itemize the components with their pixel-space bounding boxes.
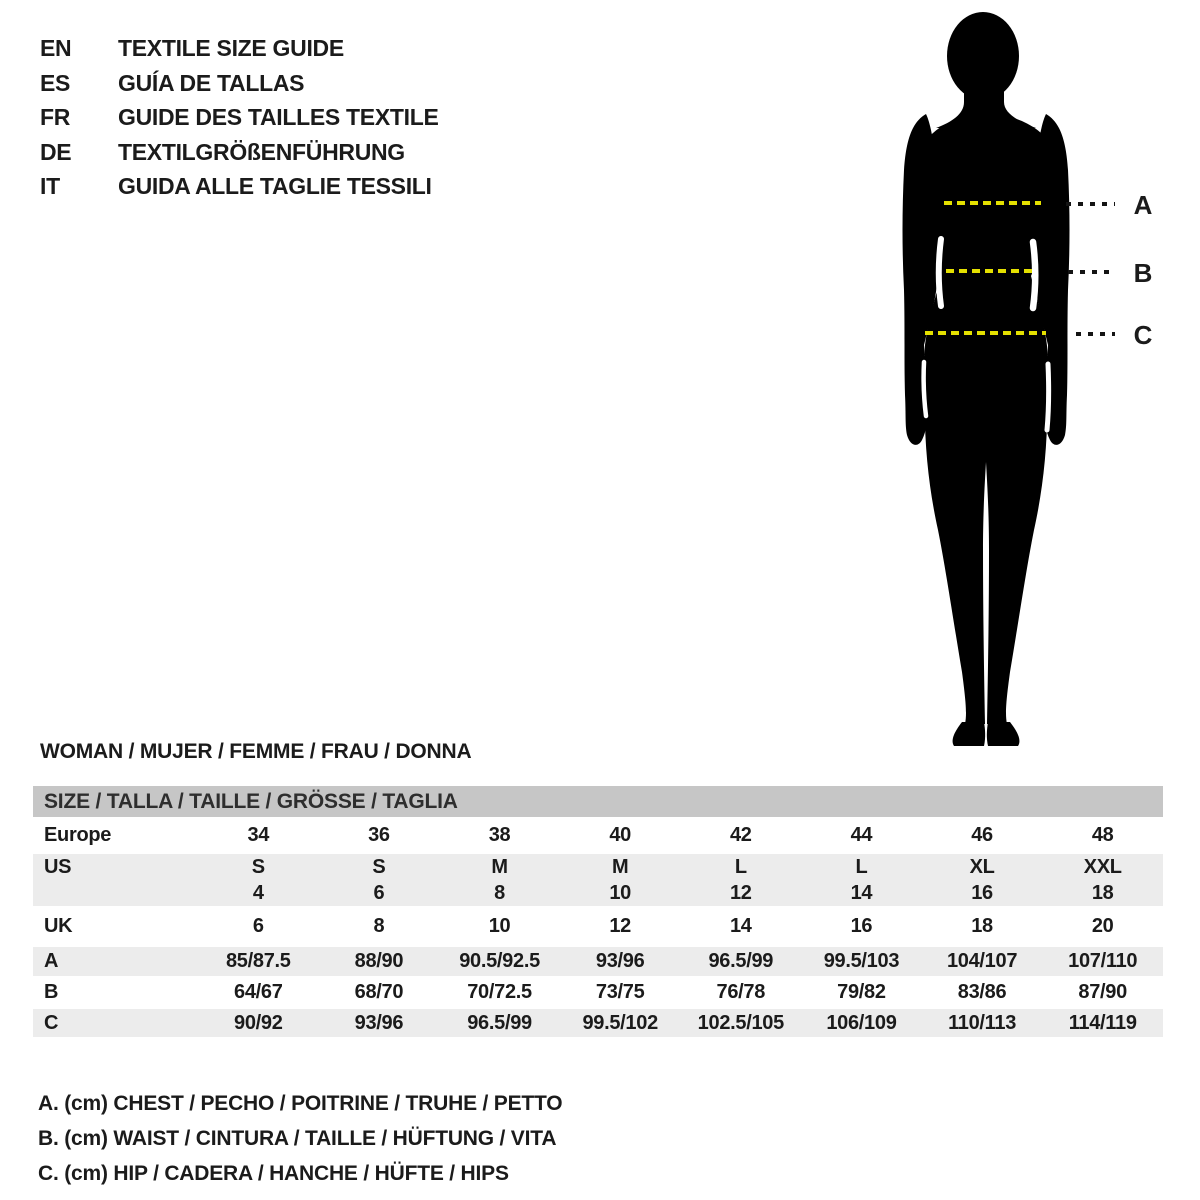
size-value-cell: 79/82	[837, 981, 886, 1003]
size-value-cell: 93/96	[354, 1011, 404, 1034]
size-value-cell: 99.5/103	[823, 950, 900, 972]
size-value-cell: 96.5/99	[467, 1011, 532, 1034]
size-value-cell: 6	[252, 915, 264, 937]
size-value-cell: 34	[247, 824, 270, 846]
size-table-row	[33, 947, 1163, 976]
size-value-cell: XL	[969, 855, 995, 878]
size-table-row	[33, 906, 1163, 947]
size-table-row	[33, 854, 1163, 880]
legend-waist: B. (cm) WAIST / CINTURA / TAILLE / HÜFTUNG / VITA	[38, 1127, 557, 1150]
lang-code: IT	[40, 173, 60, 200]
waist-measure-line	[946, 269, 1036, 273]
size-value-cell: 104/107	[946, 950, 1018, 972]
size-value-cell: 70/72.5	[467, 981, 532, 1003]
size-value-cell: 4	[252, 881, 264, 904]
measurement-legend	[38, 1086, 562, 1191]
row-label: C	[44, 1011, 59, 1034]
hip-measure-line	[925, 331, 1046, 335]
size-value-cell: S	[372, 855, 386, 878]
size-value-cell: 90.5/92.5	[459, 950, 540, 972]
size-value-cell: 12	[729, 881, 752, 904]
size-value-cell: 102.5/105	[697, 1011, 784, 1034]
size-value-cell: 40	[609, 824, 632, 846]
size-value-cell: 16	[850, 915, 873, 937]
size-value-cell: 114/119	[1068, 1011, 1137, 1034]
size-table-row	[33, 976, 1163, 1009]
size-value-cell: 42	[729, 824, 752, 846]
page-title: GUIDA ALLE TAGLIE TESSILI	[118, 173, 432, 200]
lang-code: DE	[40, 138, 72, 165]
size-value-cell: 106/109	[826, 1011, 897, 1034]
page-title: TEXTILGRÖßENFÜHRUNG	[118, 138, 405, 165]
row-label: UK	[44, 915, 73, 937]
size-value-cell: M	[612, 855, 629, 878]
lang-code: EN	[40, 35, 72, 61]
lang-code: FR	[40, 104, 71, 131]
size-value-cell: 8	[373, 915, 385, 937]
size-table-body	[33, 817, 1163, 1037]
waist-leader-line	[1068, 270, 1115, 274]
size-table	[33, 786, 1163, 1037]
size-value-cell: 10	[609, 881, 632, 904]
row-label: US	[44, 855, 72, 878]
legend-chest: A. (cm) CHEST / PECHO / POITRINE / TRUHE / PETTO	[38, 1092, 563, 1115]
size-table-row	[33, 1009, 1163, 1037]
size-value-cell: 18	[971, 915, 993, 937]
size-value-cell: L	[734, 855, 747, 878]
woman-silhouette	[880, 10, 1092, 750]
legend-hip: C. (cm) HIP / CADERA / HANCHE / HÜFTE / HIPS	[38, 1162, 509, 1185]
size-value-cell: 14	[850, 881, 873, 904]
size-table-header: SIZE / TALLA / TAILLE / GRÖSSE / TAGLIA	[33, 786, 1163, 817]
size-value-cell: 8	[494, 881, 505, 904]
page-title: GUÍA DE TALLAS	[118, 69, 305, 96]
hip-leader-line	[1076, 332, 1115, 336]
size-value-cell: 18	[1091, 881, 1114, 904]
size-value-cell: 14	[729, 915, 752, 937]
size-value-cell: 76/78	[716, 981, 766, 1003]
size-value-cell: 36	[368, 824, 390, 846]
size-value-cell: 93/96	[595, 950, 645, 972]
size-value-cell: 12	[609, 915, 632, 937]
size-table-row	[33, 880, 1163, 906]
marker-label-hip: C	[1133, 320, 1153, 350]
size-value-cell: 16	[971, 881, 993, 904]
size-value-cell: 48	[1091, 824, 1114, 846]
size-value-cell: 73/75	[595, 981, 645, 1003]
row-label: Europe	[44, 824, 112, 846]
size-value-cell: 64/67	[234, 981, 283, 1003]
size-value-cell: 85/87.5	[225, 950, 291, 972]
row-label: B	[44, 981, 59, 1003]
size-value-cell: 38	[488, 824, 511, 846]
section-title-woman: WOMAN / MUJER / FEMME / FRAU / DONNA	[40, 740, 472, 763]
size-value-cell: XXL	[1083, 855, 1122, 878]
size-value-cell: 44	[850, 824, 873, 846]
page-title: GUIDE DES TAILLES TEXTILE	[118, 104, 439, 131]
size-value-cell: 83/86	[957, 981, 1007, 1003]
lang-code: ES	[40, 69, 71, 96]
size-value-cell: S	[251, 855, 265, 878]
size-value-cell: L	[855, 855, 868, 878]
size-value-cell: 10	[488, 915, 511, 937]
size-value-cell: 68/70	[354, 981, 404, 1003]
chest-measure-line	[944, 201, 1041, 205]
size-value-cell: 90/92	[234, 1011, 283, 1034]
size-value-cell: 99.5/102	[582, 1011, 658, 1034]
size-value-cell: 87/90	[1078, 981, 1127, 1003]
size-value-cell: 96.5/99	[708, 950, 774, 972]
size-value-cell: 107/110	[1068, 950, 1138, 972]
size-value-cell: 46	[971, 824, 993, 846]
marker-label-waist: B	[1133, 258, 1153, 288]
chest-leader-line	[1066, 202, 1115, 206]
size-value-cell: 88/90	[354, 950, 404, 972]
size-value-cell: 20	[1091, 915, 1114, 937]
size-value-cell: M	[491, 855, 508, 878]
size-value-cell: 6	[373, 881, 385, 904]
size-value-cell: 110/113	[948, 1011, 1017, 1034]
row-label: A	[44, 950, 59, 972]
size-table-row	[33, 817, 1163, 854]
page-title: TEXTILE SIZE GUIDE	[118, 35, 344, 61]
marker-label-chest: A	[1133, 190, 1153, 220]
